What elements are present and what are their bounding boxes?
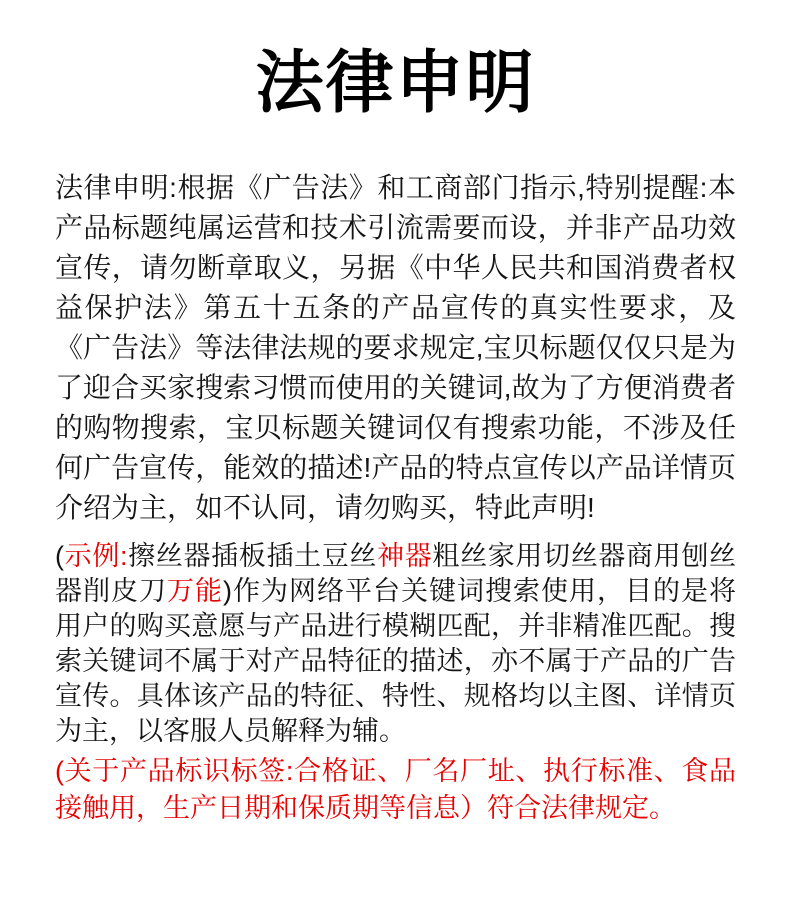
example-keywords-part1: 擦丝器插板插土豆丝 [127, 541, 378, 571]
disclaimer-text: 法律申明:根据《广告法》和工商部门指示,特别提醒:本产品标题纯属运营和技术引流需要而设，并非产品功效宣传，请勿断章取义，另据《中华人民共和国消费者权益保护法》第五十五条的产品宣传的真实性要求，及《广告法》等法律法规的要求规定,宝贝标题仅仅只是为了迎合买家搜索习惯而使用的关键词,故为了方便消费者的购物搜索，宝贝标题关键词仅有搜索功能，不涉及任何广告宣传，能效的描述!产品的特点宣传以产品详情页介绍为主，如不认同，请勿购买，特此声明! [55, 172, 736, 523]
example-highlight-wanneng: 万能 [167, 576, 223, 606]
disclaimer-paragraph [55, 168, 736, 528]
example-paragraph [55, 539, 736, 749]
example-open-paren: ( [55, 541, 64, 571]
page-title: 法律申明 [255, 45, 536, 121]
label-note-paragraph [55, 753, 736, 827]
example-highlight-shenqi: 神器 [377, 541, 433, 571]
example-keywords-part2: 粗丝家用切丝器商用刨丝器削皮刀 [55, 541, 736, 606]
example-label-highlight: 示例: [64, 541, 128, 571]
example-explanation-text: )作为网络平台关键词搜索使用，目的是将用户的购买意愿与产品进行模糊匹配，并非精准匹配。搜索关键词不属于对产品特征的描述，亦不属于产品的广告宣传。具体该产品的特征、特性、规格均以主图、详情页为主，以客服人员解释为辅。 [55, 576, 736, 746]
label-note-text: (关于产品标识标签:合格证、厂名厂址、执行标准、食品接触用，生产日期和保质期等信息）符合法律规定。 [55, 756, 736, 823]
